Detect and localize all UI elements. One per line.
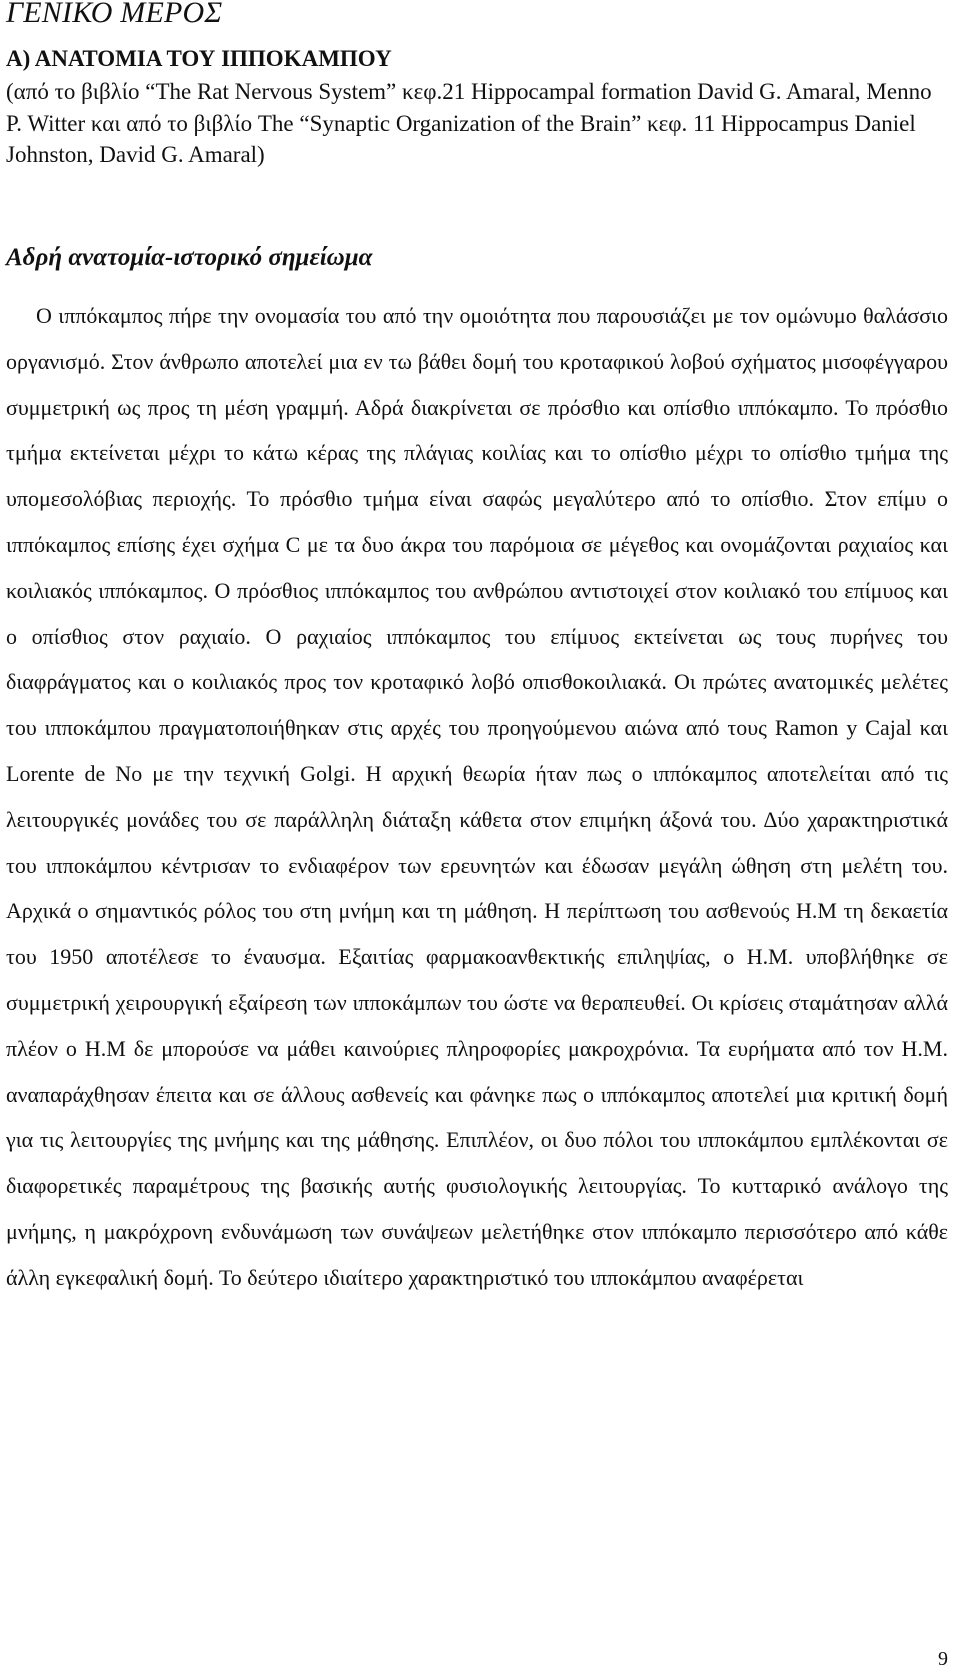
body-paragraph: Ο ιππόκαμπος πήρε την ονομασία του από την ομοιότητα που παρουσιάζει με τον ομώνυμο θαλάσσιο οργανισμό. Στον άνθρωπο αποτελεί μια εν τω βάθει δομή του κροταφικού λοβού σχήματος μισοφέγγαρου συμμετρική ως προς τη μέση γραμμή. Αδρά διακρίνεται σε πρόσθιο και οπίσθιο ιππόκαμπο. Το πρόσθιο τμήμα εκτείνεται μέχρι το κάτω κέρας της πλάγιας κοιλίας και το οπίσθιο μέχρι το οπίσθιο τμήμα της υπομεσολόβιας περιοχής. Το πρόσθιο τμήμα είναι σαφώς μεγαλύτερο από το οπίσθιο. Στον επίμυ ο ιππόκαμπος επίσης έχει σχήμα C με τα δυο άκρα του παρόμοια σε μέγεθος και ονομάζονται ραχιαίος και κοιλιακός ιππόκαμπος. Ο πρόσθιος ιππόκαμπος του ανθρώπου αντιστοιχεί στον κοιλιακό του επίμυος και ο οπίσθιος στον ραχιαίο. Ο ραχιαίος ιππόκαμπος του επίμυος εκτείνεται ως τους πυρήνες του διαφράγματος και ο κοιλιακός προς τον κροταφικό λοβό οπισθοκοιλιακά. Οι πρώτες ανατομικές μελέτες του ιπποκάμπου πραγματοποιήθηκαν στις αρχές του προηγούμενου αιώνα από τους Ramon y Cajal και Lorente de No με την τεχνική Golgi. Η αρχική θεωρία ήταν πως ο ιππόκαμπος αποτελείται από τις λειτουργικές μονάδες του σε παράλληλη διάταξη κάθετα στον επιμήκη άξονά του. Δύο χαρακτηριστικά του ιπποκάμπου κέντρισαν το ενδιαφέρον των ερευνητών και έδωσαν μεγάλη ώθηση στη μελέτη του. Αρχικά ο σημαντικός ρόλος του στη μνήμη και τη μάθηση. Η περίπτωση του ασθενούς Η.Μ τη δεκαετία του 1950 αποτέλεσε το έναυσμα. Εξαιτίας φαρμακοανθεκτικής επιληψίας, ο Η.Μ. υποβλήθηκε σε συμμετρική χειρουργική εξαίρεση των ιπποκάμπων του ώστε να θεραπευθεί. Οι κρίσεις σταμάτησαν αλλά πλέον ο Η.Μ δε μπορούσε να μάθει καινούριες πληροφορίες μακροχρόνια. Τα ευρήματα από τον Η.Μ. αναπαράχθησαν έπειτα και σε άλλους ασθενείς και φάνηκε πως ο ιππόκαμπος αποτελεί μια κριτική δομή για τις λειτουργίες της μνήμης και της μάθησης. Επιπλέον, οι δυο πόλοι του ιπποκάμπου εμπλέκονται σε διαφορετικές παραμέτρους της βασικής αυτής φυσιολογικής λειτουργίας. Το κυτταρικό ανάλογο της μνήμης, η μακρόχρονη ενδυνάμωση των συνάψεων μελετήθηκε στον ιππόκαμπο περισσότερο από κάθε άλλη εγκεφαλική δομή. Το δεύτερο ιδιαίτερο χαρακτηριστικό του ιπποκάμπου αναφέρεται <box>6 303 948 1290</box>
topic-heading: Αδρή ανατομία-ιστορικό σημείωμα <box>6 244 373 271</box>
source-note: (από το βιβλίο “The Rat Nervous System” κεφ.21 Hippocampal formation David G. Amaral, Menno P. Witter και από το βιβλίο The “Synaptic Organization of the Brain” κεφ. 11 Hippocampus Daniel Johnston, David G. Amaral) <box>6 79 932 167</box>
section-title: ΓΕΝΙΚΟ ΜΕΡΟΣ <box>6 0 223 29</box>
subsection-title: Α) ΑΝΑΤΟΜΙΑ ΤΟΥ ΙΠΠΟΚΑΜΠΟΥ <box>6 46 392 71</box>
page-number: 9 <box>938 1648 948 1670</box>
